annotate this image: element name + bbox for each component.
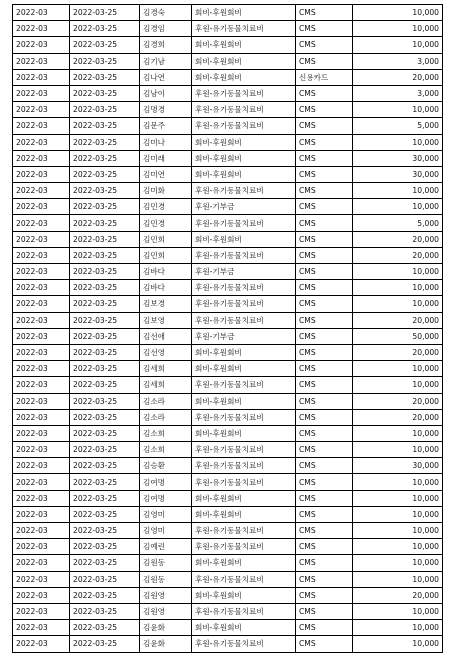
amount-cell: 10,000 bbox=[353, 539, 443, 555]
table-row bbox=[13, 344, 443, 360]
table-row bbox=[13, 247, 443, 263]
donor-name-cell: 김문주 bbox=[140, 118, 192, 134]
donor-name-cell: 김원영 bbox=[140, 587, 192, 603]
date-cell: 2022-03-25 bbox=[70, 118, 140, 134]
payment-method-cell: CMS bbox=[296, 523, 353, 539]
donor-name-cell: 김소라 bbox=[140, 409, 192, 425]
table-row bbox=[13, 620, 443, 636]
table-row bbox=[13, 361, 443, 377]
amount-cell: 10,000 bbox=[353, 199, 443, 215]
table-row bbox=[13, 69, 443, 85]
date-cell: 2022-03-25 bbox=[70, 264, 140, 280]
date-cell: 2022-03-25 bbox=[70, 636, 140, 652]
month-cell: 2022-03 bbox=[13, 442, 70, 458]
payment-method-cell: CMS bbox=[296, 134, 353, 150]
payment-method-cell: CMS bbox=[296, 555, 353, 571]
date-cell: 2022-03-25 bbox=[70, 539, 140, 555]
category-cell: 회비-후원회비 bbox=[192, 490, 296, 506]
donor-name-cell: 김원동 bbox=[140, 571, 192, 587]
table-row bbox=[13, 328, 443, 344]
date-cell: 2022-03-25 bbox=[70, 150, 140, 166]
category-cell: 회비-후원회비 bbox=[192, 37, 296, 53]
date-cell: 2022-03-25 bbox=[70, 523, 140, 539]
month-cell: 2022-03 bbox=[13, 506, 70, 522]
date-cell: 2022-03-25 bbox=[70, 474, 140, 490]
month-cell: 2022-03 bbox=[13, 247, 70, 263]
month-cell: 2022-03 bbox=[13, 361, 70, 377]
donor-name-cell: 김영미 bbox=[140, 506, 192, 522]
month-cell: 2022-03 bbox=[13, 344, 70, 360]
donor-name-cell: 김소라 bbox=[140, 393, 192, 409]
table-row bbox=[13, 183, 443, 199]
donor-name-cell: 김미나 bbox=[140, 134, 192, 150]
table-row bbox=[13, 474, 443, 490]
month-cell: 2022-03 bbox=[13, 409, 70, 425]
table-row bbox=[13, 166, 443, 182]
donor-name-cell: 김바다 bbox=[140, 264, 192, 280]
table-row bbox=[13, 506, 443, 522]
month-cell: 2022-03 bbox=[13, 215, 70, 231]
donor-name-cell: 김경임 bbox=[140, 21, 192, 37]
amount-cell: 10,000 bbox=[353, 296, 443, 312]
category-cell: 회비-후원회비 bbox=[192, 166, 296, 182]
date-cell: 2022-03-25 bbox=[70, 344, 140, 360]
donor-name-cell: 김기남 bbox=[140, 53, 192, 69]
donor-name-cell: 김승환 bbox=[140, 458, 192, 474]
category-cell: 후원-유기동물치료비 bbox=[192, 603, 296, 619]
table-row bbox=[13, 102, 443, 118]
table-row bbox=[13, 199, 443, 215]
category-cell: 후원-유기동물치료비 bbox=[192, 636, 296, 652]
table-row bbox=[13, 425, 443, 441]
payment-method-cell: CMS bbox=[296, 393, 353, 409]
payment-method-cell: CMS bbox=[296, 5, 353, 21]
date-cell: 2022-03-25 bbox=[70, 620, 140, 636]
amount-cell: 10,000 bbox=[353, 102, 443, 118]
month-cell: 2022-03 bbox=[13, 118, 70, 134]
table-row bbox=[13, 571, 443, 587]
category-cell: 후원-유기동물치료비 bbox=[192, 118, 296, 134]
donor-name-cell: 김예린 bbox=[140, 539, 192, 555]
category-cell: 회비-후원회비 bbox=[192, 5, 296, 21]
month-cell: 2022-03 bbox=[13, 69, 70, 85]
date-cell: 2022-03-25 bbox=[70, 506, 140, 522]
category-cell: 후원-유기동물치료비 bbox=[192, 377, 296, 393]
payment-method-cell: CMS bbox=[296, 442, 353, 458]
donor-name-cell: 김경숙 bbox=[140, 5, 192, 21]
date-cell: 2022-03-25 bbox=[70, 393, 140, 409]
donor-name-cell: 김세희 bbox=[140, 377, 192, 393]
donor-name-cell: 김영미 bbox=[140, 523, 192, 539]
month-cell: 2022-03 bbox=[13, 280, 70, 296]
payment-method-cell: CMS bbox=[296, 409, 353, 425]
date-cell: 2022-03-25 bbox=[70, 425, 140, 441]
amount-cell: 10,000 bbox=[353, 37, 443, 53]
payment-method-cell: CMS bbox=[296, 199, 353, 215]
donor-name-cell: 김민희 bbox=[140, 231, 192, 247]
amount-cell: 10,000 bbox=[353, 5, 443, 21]
table-row bbox=[13, 490, 443, 506]
table-row bbox=[13, 5, 443, 21]
category-cell: 회비-후원회비 bbox=[192, 344, 296, 360]
month-cell: 2022-03 bbox=[13, 377, 70, 393]
category-cell: 후원-유기동물치료비 bbox=[192, 215, 296, 231]
amount-cell: 20,000 bbox=[353, 393, 443, 409]
payment-method-cell: CMS bbox=[296, 636, 353, 652]
category-cell: 후원-유기동물치료비 bbox=[192, 312, 296, 328]
table-row bbox=[13, 523, 443, 539]
donor-name-cell: 김원동 bbox=[140, 555, 192, 571]
table-row bbox=[13, 296, 443, 312]
table-row bbox=[13, 134, 443, 150]
table-row bbox=[13, 215, 443, 231]
table-row bbox=[13, 264, 443, 280]
amount-cell: 10,000 bbox=[353, 620, 443, 636]
donor-name-cell: 김경희 bbox=[140, 37, 192, 53]
date-cell: 2022-03-25 bbox=[70, 37, 140, 53]
donor-name-cell: 김바다 bbox=[140, 280, 192, 296]
category-cell: 후원-유기동물치료비 bbox=[192, 183, 296, 199]
donation-ledger-table bbox=[12, 4, 443, 653]
table-row bbox=[13, 21, 443, 37]
date-cell: 2022-03-25 bbox=[70, 69, 140, 85]
donor-name-cell: 김남이 bbox=[140, 85, 192, 101]
category-cell: 회비-후원회비 bbox=[192, 53, 296, 69]
amount-cell: 10,000 bbox=[353, 21, 443, 37]
payment-method-cell: CMS bbox=[296, 620, 353, 636]
date-cell: 2022-03-25 bbox=[70, 458, 140, 474]
donor-name-cell: 김미연 bbox=[140, 166, 192, 182]
donor-name-cell: 김보영 bbox=[140, 312, 192, 328]
donor-name-cell: 김윤화 bbox=[140, 620, 192, 636]
payment-method-cell: CMS bbox=[296, 425, 353, 441]
month-cell: 2022-03 bbox=[13, 134, 70, 150]
payment-method-cell: CMS bbox=[296, 474, 353, 490]
amount-cell: 20,000 bbox=[353, 587, 443, 603]
amount-cell: 10,000 bbox=[353, 506, 443, 522]
month-cell: 2022-03 bbox=[13, 102, 70, 118]
category-cell: 후원-유기동물치료비 bbox=[192, 474, 296, 490]
payment-method-cell: CMS bbox=[296, 264, 353, 280]
payment-method-cell: CMS bbox=[296, 53, 353, 69]
donor-name-cell: 김소희 bbox=[140, 442, 192, 458]
category-cell: 후원-유기동물치료비 bbox=[192, 102, 296, 118]
table-row bbox=[13, 393, 443, 409]
date-cell: 2022-03-25 bbox=[70, 5, 140, 21]
amount-cell: 10,000 bbox=[353, 523, 443, 539]
amount-cell: 10,000 bbox=[353, 490, 443, 506]
payment-method-cell: CMS bbox=[296, 490, 353, 506]
category-cell: 회비-후원회비 bbox=[192, 555, 296, 571]
donor-name-cell: 김나연 bbox=[140, 69, 192, 85]
category-cell: 회비-후원회비 bbox=[192, 69, 296, 85]
category-cell: 회비-후원회비 bbox=[192, 506, 296, 522]
date-cell: 2022-03-25 bbox=[70, 490, 140, 506]
donor-name-cell: 김여명 bbox=[140, 490, 192, 506]
date-cell: 2022-03-25 bbox=[70, 571, 140, 587]
donor-name-cell: 김원영 bbox=[140, 603, 192, 619]
table-row bbox=[13, 312, 443, 328]
amount-cell: 50,000 bbox=[353, 328, 443, 344]
month-cell: 2022-03 bbox=[13, 37, 70, 53]
category-cell: 후원-유기동물치료비 bbox=[192, 21, 296, 37]
amount-cell: 10,000 bbox=[353, 442, 443, 458]
category-cell: 후원-유기동물치료비 bbox=[192, 523, 296, 539]
category-cell: 회비-후원회비 bbox=[192, 134, 296, 150]
category-cell: 후원-유기동물치료비 bbox=[192, 571, 296, 587]
category-cell: 회비-후원회비 bbox=[192, 620, 296, 636]
date-cell: 2022-03-25 bbox=[70, 215, 140, 231]
table-row bbox=[13, 587, 443, 603]
payment-method-cell: CMS bbox=[296, 247, 353, 263]
table-row bbox=[13, 231, 443, 247]
amount-cell: 5,000 bbox=[353, 215, 443, 231]
month-cell: 2022-03 bbox=[13, 296, 70, 312]
donor-name-cell: 김민경 bbox=[140, 199, 192, 215]
payment-method-cell: CMS bbox=[296, 571, 353, 587]
month-cell: 2022-03 bbox=[13, 328, 70, 344]
month-cell: 2022-03 bbox=[13, 571, 70, 587]
date-cell: 2022-03-25 bbox=[70, 377, 140, 393]
month-cell: 2022-03 bbox=[13, 539, 70, 555]
payment-method-cell: CMS bbox=[296, 85, 353, 101]
amount-cell: 20,000 bbox=[353, 69, 443, 85]
date-cell: 2022-03-25 bbox=[70, 296, 140, 312]
amount-cell: 20,000 bbox=[353, 312, 443, 328]
payment-method-cell: CMS bbox=[296, 166, 353, 182]
amount-cell: 20,000 bbox=[353, 247, 443, 263]
amount-cell: 10,000 bbox=[353, 636, 443, 652]
date-cell: 2022-03-25 bbox=[70, 442, 140, 458]
category-cell: 후원-유기동물치료비 bbox=[192, 539, 296, 555]
donor-name-cell: 김선영 bbox=[140, 344, 192, 360]
amount-cell: 10,000 bbox=[353, 571, 443, 587]
donor-name-cell: 김명경 bbox=[140, 102, 192, 118]
month-cell: 2022-03 bbox=[13, 425, 70, 441]
date-cell: 2022-03-25 bbox=[70, 587, 140, 603]
date-cell: 2022-03-25 bbox=[70, 21, 140, 37]
category-cell: 회비-후원회비 bbox=[192, 425, 296, 441]
amount-cell: 10,000 bbox=[353, 134, 443, 150]
payment-method-cell: CMS bbox=[296, 587, 353, 603]
date-cell: 2022-03-25 bbox=[70, 409, 140, 425]
ledger-body bbox=[13, 5, 443, 653]
payment-method-cell: CMS bbox=[296, 183, 353, 199]
amount-cell: 10,000 bbox=[353, 183, 443, 199]
donor-name-cell: 김민경 bbox=[140, 215, 192, 231]
date-cell: 2022-03-25 bbox=[70, 603, 140, 619]
table-row bbox=[13, 458, 443, 474]
month-cell: 2022-03 bbox=[13, 458, 70, 474]
table-row bbox=[13, 442, 443, 458]
category-cell: 후원-기부금 bbox=[192, 264, 296, 280]
payment-method-cell: CMS bbox=[296, 361, 353, 377]
month-cell: 2022-03 bbox=[13, 5, 70, 21]
donor-name-cell: 김보경 bbox=[140, 296, 192, 312]
amount-cell: 10,000 bbox=[353, 555, 443, 571]
category-cell: 후원-기부금 bbox=[192, 199, 296, 215]
payment-method-cell: CMS bbox=[296, 506, 353, 522]
payment-method-cell: CMS bbox=[296, 150, 353, 166]
category-cell: 후원-유기동물치료비 bbox=[192, 247, 296, 263]
table-row bbox=[13, 636, 443, 652]
category-cell: 회비-후원회비 bbox=[192, 361, 296, 377]
table-row bbox=[13, 37, 443, 53]
amount-cell: 3,000 bbox=[353, 85, 443, 101]
date-cell: 2022-03-25 bbox=[70, 280, 140, 296]
date-cell: 2022-03-25 bbox=[70, 102, 140, 118]
month-cell: 2022-03 bbox=[13, 85, 70, 101]
date-cell: 2022-03-25 bbox=[70, 166, 140, 182]
amount-cell: 3,000 bbox=[353, 53, 443, 69]
category-cell: 후원-기부금 bbox=[192, 328, 296, 344]
amount-cell: 30,000 bbox=[353, 150, 443, 166]
table-row bbox=[13, 85, 443, 101]
table-row bbox=[13, 53, 443, 69]
payment-method-cell: CMS bbox=[296, 539, 353, 555]
date-cell: 2022-03-25 bbox=[70, 312, 140, 328]
payment-method-cell: CMS bbox=[296, 21, 353, 37]
table-row bbox=[13, 555, 443, 571]
table-row bbox=[13, 603, 443, 619]
date-cell: 2022-03-25 bbox=[70, 53, 140, 69]
month-cell: 2022-03 bbox=[13, 636, 70, 652]
date-cell: 2022-03-25 bbox=[70, 134, 140, 150]
amount-cell: 10,000 bbox=[353, 280, 443, 296]
payment-method-cell: CMS bbox=[296, 344, 353, 360]
payment-method-cell: CMS bbox=[296, 215, 353, 231]
month-cell: 2022-03 bbox=[13, 231, 70, 247]
amount-cell: 5,000 bbox=[353, 118, 443, 134]
donor-name-cell: 김소희 bbox=[140, 425, 192, 441]
month-cell: 2022-03 bbox=[13, 264, 70, 280]
table-row bbox=[13, 118, 443, 134]
amount-cell: 20,000 bbox=[353, 409, 443, 425]
date-cell: 2022-03-25 bbox=[70, 231, 140, 247]
category-cell: 회비-후원회비 bbox=[192, 587, 296, 603]
date-cell: 2022-03-25 bbox=[70, 555, 140, 571]
donor-name-cell: 김미화 bbox=[140, 183, 192, 199]
table-row bbox=[13, 150, 443, 166]
month-cell: 2022-03 bbox=[13, 393, 70, 409]
category-cell: 후원-유기동물치료비 bbox=[192, 442, 296, 458]
month-cell: 2022-03 bbox=[13, 603, 70, 619]
category-cell: 회비-후원회비 bbox=[192, 393, 296, 409]
month-cell: 2022-03 bbox=[13, 555, 70, 571]
category-cell: 회비-후원회비 bbox=[192, 150, 296, 166]
amount-cell: 10,000 bbox=[353, 361, 443, 377]
payment-method-cell: CMS bbox=[296, 377, 353, 393]
date-cell: 2022-03-25 bbox=[70, 183, 140, 199]
payment-method-cell: CMS bbox=[296, 102, 353, 118]
date-cell: 2022-03-25 bbox=[70, 361, 140, 377]
month-cell: 2022-03 bbox=[13, 183, 70, 199]
amount-cell: 20,000 bbox=[353, 344, 443, 360]
payment-method-cell: CMS bbox=[296, 296, 353, 312]
amount-cell: 10,000 bbox=[353, 603, 443, 619]
date-cell: 2022-03-25 bbox=[70, 85, 140, 101]
donor-name-cell: 김민희 bbox=[140, 247, 192, 263]
table-row bbox=[13, 280, 443, 296]
amount-cell: 10,000 bbox=[353, 474, 443, 490]
month-cell: 2022-03 bbox=[13, 474, 70, 490]
month-cell: 2022-03 bbox=[13, 587, 70, 603]
month-cell: 2022-03 bbox=[13, 312, 70, 328]
table-row bbox=[13, 377, 443, 393]
month-cell: 2022-03 bbox=[13, 620, 70, 636]
date-cell: 2022-03-25 bbox=[70, 247, 140, 263]
donor-name-cell: 김여명 bbox=[140, 474, 192, 490]
amount-cell: 20,000 bbox=[353, 231, 443, 247]
month-cell: 2022-03 bbox=[13, 199, 70, 215]
payment-method-cell: CMS bbox=[296, 603, 353, 619]
donor-name-cell: 김미래 bbox=[140, 150, 192, 166]
payment-method-cell: 신용카드 bbox=[296, 69, 353, 85]
donor-name-cell: 김윤화 bbox=[140, 636, 192, 652]
table-row bbox=[13, 539, 443, 555]
payment-method-cell: CMS bbox=[296, 231, 353, 247]
donor-name-cell: 김세희 bbox=[140, 361, 192, 377]
amount-cell: 10,000 bbox=[353, 377, 443, 393]
payment-method-cell: CMS bbox=[296, 312, 353, 328]
month-cell: 2022-03 bbox=[13, 53, 70, 69]
category-cell: 후원-유기동물치료비 bbox=[192, 85, 296, 101]
category-cell: 후원-유기동물치료비 bbox=[192, 296, 296, 312]
amount-cell: 10,000 bbox=[353, 425, 443, 441]
category-cell: 후원-유기동물치료비 bbox=[192, 280, 296, 296]
month-cell: 2022-03 bbox=[13, 523, 70, 539]
amount-cell: 30,000 bbox=[353, 458, 443, 474]
month-cell: 2022-03 bbox=[13, 166, 70, 182]
payment-method-cell: CMS bbox=[296, 280, 353, 296]
amount-cell: 30,000 bbox=[353, 166, 443, 182]
month-cell: 2022-03 bbox=[13, 21, 70, 37]
month-cell: 2022-03 bbox=[13, 150, 70, 166]
payment-method-cell: CMS bbox=[296, 328, 353, 344]
month-cell: 2022-03 bbox=[13, 490, 70, 506]
table-row bbox=[13, 409, 443, 425]
date-cell: 2022-03-25 bbox=[70, 328, 140, 344]
payment-method-cell: CMS bbox=[296, 118, 353, 134]
amount-cell: 10,000 bbox=[353, 264, 443, 280]
date-cell: 2022-03-25 bbox=[70, 199, 140, 215]
donor-name-cell: 김선애 bbox=[140, 328, 192, 344]
category-cell: 후원-유기동물치료비 bbox=[192, 409, 296, 425]
ledger-sheet bbox=[12, 4, 442, 653]
payment-method-cell: CMS bbox=[296, 37, 353, 53]
category-cell: 회비-후원회비 bbox=[192, 231, 296, 247]
payment-method-cell: CMS bbox=[296, 458, 353, 474]
category-cell: 후원-유기동물치료비 bbox=[192, 458, 296, 474]
